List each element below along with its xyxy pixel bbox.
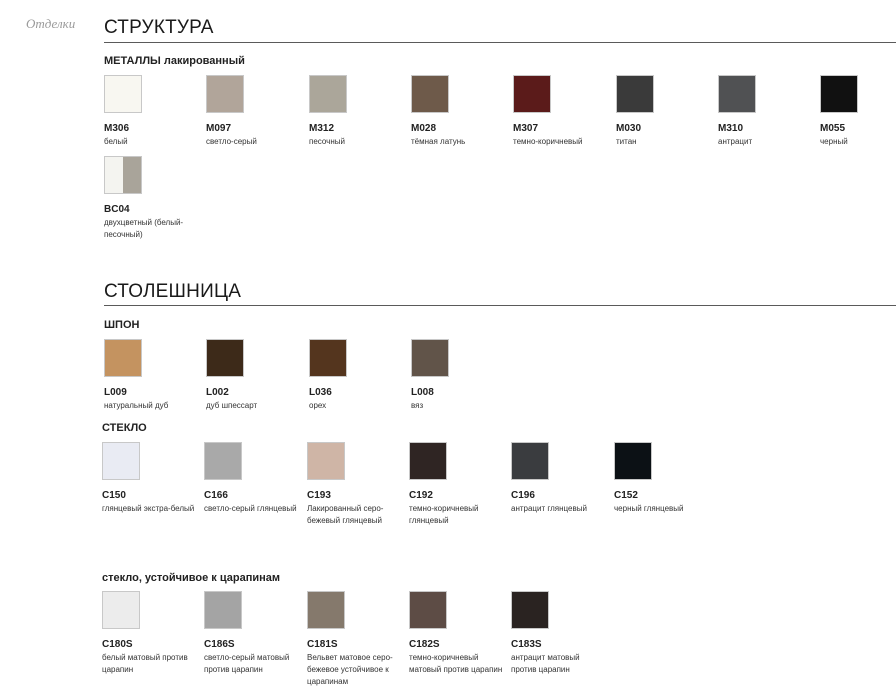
swatch-name: орех (309, 401, 327, 410)
swatch-code: L002 (206, 387, 229, 398)
swatch-name: двухцветный (белый-песочный) (104, 218, 184, 239)
swatch-name: Вельвет матовое серо-бежевое устойчивое к царапинам (307, 653, 393, 686)
swatch-code: C193 (307, 490, 331, 501)
swatch-name: темно-коричневый (513, 137, 583, 146)
swatch-code: C192 (409, 490, 433, 501)
swatch-m310[interactable] (718, 75, 756, 113)
swatch-m307[interactable] (513, 75, 551, 113)
swatch-code: C186S (204, 639, 235, 650)
swatch-name: светло-серый (206, 137, 257, 146)
swatch-code: C180S (102, 639, 133, 650)
swatch-c196[interactable] (511, 442, 549, 480)
swatch-c166[interactable] (204, 442, 242, 480)
swatch-bc04[interactable] (104, 156, 142, 194)
group-label-veneer: ШПОН (104, 319, 140, 331)
swatch-name: черный (820, 137, 848, 146)
swatch-code: C181S (307, 639, 338, 650)
swatch-c182s[interactable] (409, 591, 447, 629)
swatch-name: антрацит глянцевый (511, 504, 587, 513)
swatch-name: титан (616, 137, 637, 146)
swatch-name: антрацит (718, 137, 753, 146)
swatch-l002[interactable] (206, 339, 244, 377)
swatch-name: дуб шпессарт (206, 401, 258, 410)
section-title-tabletop: СТОЛЕШНИЦА (104, 281, 242, 302)
swatch-code: C152 (614, 490, 638, 501)
swatch-code: C182S (409, 639, 440, 650)
swatch-l009[interactable] (104, 339, 142, 377)
swatch-code: M307 (513, 123, 539, 134)
swatch-name: светло-серый матовый против царапин (204, 653, 290, 674)
swatch-code: C166 (204, 490, 228, 501)
swatch-code: L009 (104, 387, 127, 398)
swatch-l036[interactable] (309, 339, 347, 377)
section-divider (104, 305, 896, 306)
swatch-c193[interactable] (307, 442, 345, 480)
swatch-c192[interactable] (409, 442, 447, 480)
swatch-code: M055 (820, 123, 846, 134)
swatch-code: C183S (511, 639, 542, 650)
swatch-code: C150 (102, 490, 126, 501)
swatch-name: тёмная латунь (411, 137, 466, 146)
swatch-code: L036 (309, 387, 332, 398)
swatch-name: натуральный дуб (104, 401, 169, 410)
section-title-structure: СТРУКТУРА (104, 17, 214, 38)
swatch-m306[interactable] (104, 75, 142, 113)
swatch-c152[interactable] (614, 442, 652, 480)
swatch-name: песочный (309, 137, 345, 146)
swatch-name: Лакированный серо-бежевый глянцевый (307, 504, 384, 525)
swatch-c150[interactable] (102, 442, 140, 480)
swatch-name: темно-коричневый матовый против царапин (409, 653, 503, 674)
swatch-code: M097 (206, 123, 232, 134)
section-divider (104, 42, 896, 43)
swatch-m028[interactable] (411, 75, 449, 113)
swatch-code: L008 (411, 387, 434, 398)
swatch-c186s[interactable] (204, 591, 242, 629)
swatch-name: черный глянцевый (614, 504, 684, 513)
group-label-glass: СТЕКЛО (102, 422, 147, 434)
swatch-code: BC04 (104, 204, 130, 215)
swatch-name: глянцевый экстра-белый (102, 504, 195, 513)
group-label-scratch-glass: стекло, устойчивое к царапинам (102, 572, 280, 584)
swatch-name: белый (104, 137, 128, 146)
swatch-m055[interactable] (820, 75, 858, 113)
swatch-m097[interactable] (206, 75, 244, 113)
swatch-code: M030 (616, 123, 642, 134)
swatch-c183s[interactable] (511, 591, 549, 629)
swatch-c180s[interactable] (102, 591, 140, 629)
swatch-code: M028 (411, 123, 437, 134)
swatch-name: антрацит матовый против царапин (511, 653, 580, 674)
side-label: Отделки (26, 16, 76, 31)
swatch-name: светло-серый глянцевый (204, 504, 297, 513)
group-label-metals: МЕТАЛЛЫ лакированный (104, 55, 245, 67)
swatch-code: M306 (104, 123, 130, 134)
swatch-m312[interactable] (309, 75, 347, 113)
swatch-name: темно-коричневый глянцевый (409, 504, 479, 525)
swatch-code: M312 (309, 123, 335, 134)
swatch-code: C196 (511, 490, 535, 501)
swatch-name: вяз (411, 401, 424, 410)
swatch-c181s[interactable] (307, 591, 345, 629)
swatch-m030[interactable] (616, 75, 654, 113)
swatch-code: M310 (718, 123, 744, 134)
swatch-name: белый матовый против царапин (102, 653, 188, 674)
swatch-l008[interactable] (411, 339, 449, 377)
